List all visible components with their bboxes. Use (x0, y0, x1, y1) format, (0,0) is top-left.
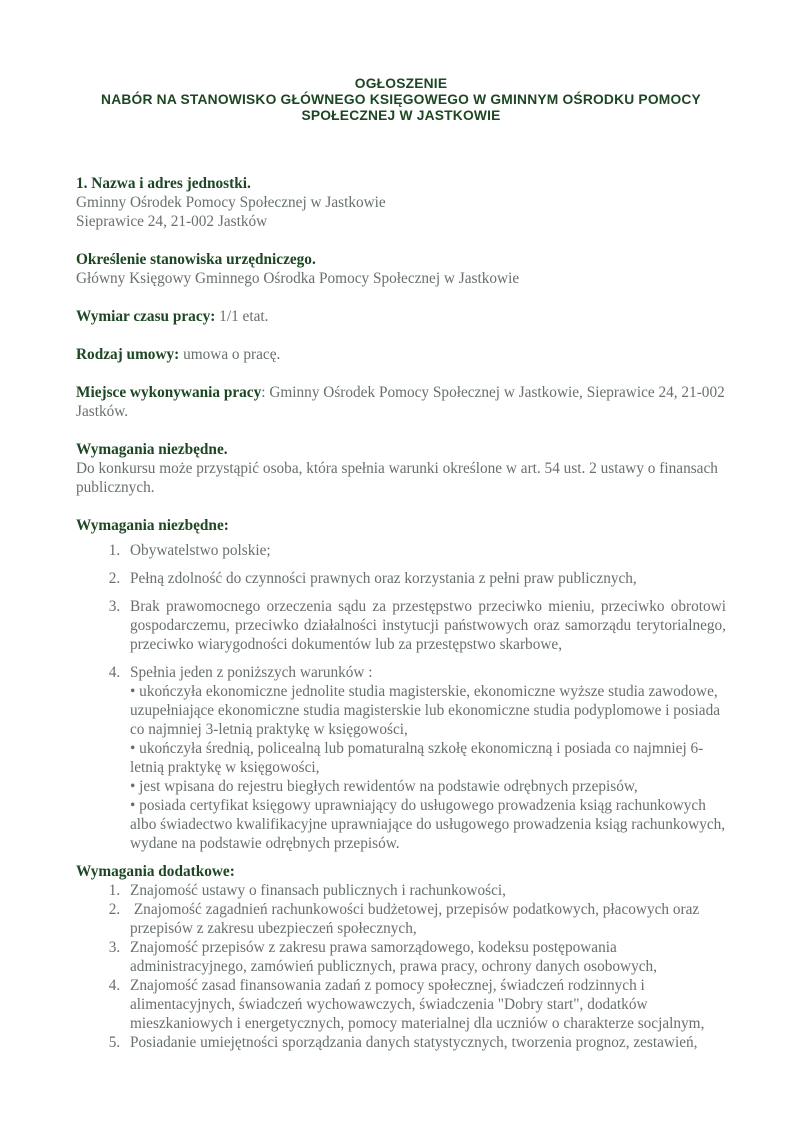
additional-item-2: 2. Znajomość zagadnień rachunkowości budżetowej, przepisów podatkowych, płacowych oraz przepisów z zakresu ubezpieczeń społecznych, (124, 900, 726, 938)
requirement-item-4-intro: Spełnia jeden z poniższych warunków : (130, 664, 373, 681)
workplace-label: Miejsce wykonywania pracy (76, 384, 262, 401)
section-position-heading: Określenie stanowiska urzędniczego. (76, 251, 316, 268)
hours-line (76, 307, 726, 326)
requirements-intro-heading: Wymagania niezbędne. (76, 441, 228, 458)
additional-item-1: 1. Znajomość ustawy o finansach publicznych i rachunkowości, (124, 881, 726, 900)
section-unit (76, 174, 726, 231)
requirements-intro-body: Do konkursu może przystąpić osoba, która spełnia warunki określone w art. 54 ust. 2 ustawy o finansach publicznych. (76, 460, 718, 496)
bullet-option-1: • ukończyła ekonomiczne jednolite studia magisterskie, ekonomiczne wyższe studia zawodowe, uzupełniające ekonomiczne studia magisterskie lub ekonomiczne studia podyplomowe i posiada co najmniej 3-letnią praktykę w księgowości, (130, 683, 721, 738)
hours-value: 1/1 etat. (215, 308, 269, 325)
requirements-list (76, 541, 726, 853)
contract-label: Rodzaj umowy: (76, 346, 180, 363)
unit-name: Gminny Ośrodek Pomocy Społecznej w Jastkowie (76, 194, 386, 211)
title-line-2: NABÓR NA STANOWISKO GŁÓWNEGO KSIĘGOWEGO W GMINNYM OŚRODKU POMOCY (101, 92, 701, 107)
requirements-heading: Wymagania niezbędne: (76, 517, 229, 534)
position-name: Główny Księgowy Gminnego Ośrodka Pomocy Społecznej w Jastkowie (76, 270, 520, 287)
hours-label: Wymiar czasu pracy: (76, 308, 216, 325)
section-additional (76, 862, 726, 1052)
workplace-line (76, 383, 726, 421)
section-workplace (76, 383, 726, 421)
additional-item-5: 5. Posiadanie umiejętności sporządzania danych statystycznych, tworzenia prognoz, zestawień, (124, 1033, 726, 1052)
requirement-item-4 (124, 663, 726, 853)
section-hours (76, 307, 726, 326)
section-requirements (76, 516, 726, 853)
section-requirements-intro (76, 440, 726, 497)
document-title (76, 76, 726, 124)
section-contract (76, 345, 726, 364)
bullet-option-3: • jest wpisana do rejestru biegłych rewidentów na podstawie odrębnych przepisów, (130, 778, 638, 795)
requirement-item-3: 3. Brak prawomocnego orzeczenia sądu za przestępstwo przeciwko mieniu, przeciwko obrotowi gospodarczemu, przeciwko działalności instytucji państwowych oraz samorządu terytorialnego, przeciwko wiarygodności dokumentów lub za przestępstwo skarbowe, (124, 597, 726, 654)
contract-line (76, 345, 726, 364)
bullet-option-2: • ukończyła średnią, policealną lub pomaturalną szkołę ekonomiczną i posiada co najmniej 6-letnią praktykę w księgowości, (130, 740, 704, 776)
section-unit-heading: 1. Nazwa i adres jednostki. (76, 175, 251, 192)
additional-item-4: 4. Znajomość zasad finansowania zadań z pomocy społecznej, świadczeń rodzinnych i alimentacyjnych, świadczeń wychowawczych, świadczenia "Dobry start", dodatków mieszkaniowych i energetycznych, pomocy materialnej dla uczniów o charakterze socjalnym, (124, 976, 726, 1033)
contract-value: umowa o pracę. (179, 346, 281, 363)
requirement-item-4-bullets (130, 682, 726, 853)
title-line-1: OGŁOSZENIE (354, 76, 448, 91)
additional-heading: Wymagania dodatkowe: (76, 863, 235, 880)
additional-list (76, 881, 726, 1052)
bullet-option-4: • posiada certyfikat księgowy uprawniający do usługowego prowadzenia ksiąg rachunkowych albo świadectwo kwalifikacyjne uprawniające do usługowego prowadzenia ksiąg rachunkowych, wydane na podstawie odrębnych przepisów. (130, 797, 726, 852)
workplace-value: : Gminny Ośrodek Pomocy Społecznej w Jastkowie, Sieprawice 24, 21-002 Jastków. (76, 384, 725, 420)
requirement-item-2: 2. Pełną zdolność do czynności prawnych oraz korzystania z pełni praw publicznych, (124, 569, 726, 588)
section-position (76, 250, 726, 288)
requirement-item-1: 1. Obywatelstwo polskie; (124, 541, 726, 560)
unit-address: Sieprawice 24, 21-002 Jastków (76, 213, 268, 230)
title-line-3: SPOŁECZNEJ W JASTKOWIE (301, 108, 501, 123)
additional-item-3: 3. Znajomość przepisów z zakresu prawa samorządowego, kodeksu postępowania administracyjnego, zamówień publicznych, prawa pracy, ochrony danych osobowych, (124, 938, 726, 976)
